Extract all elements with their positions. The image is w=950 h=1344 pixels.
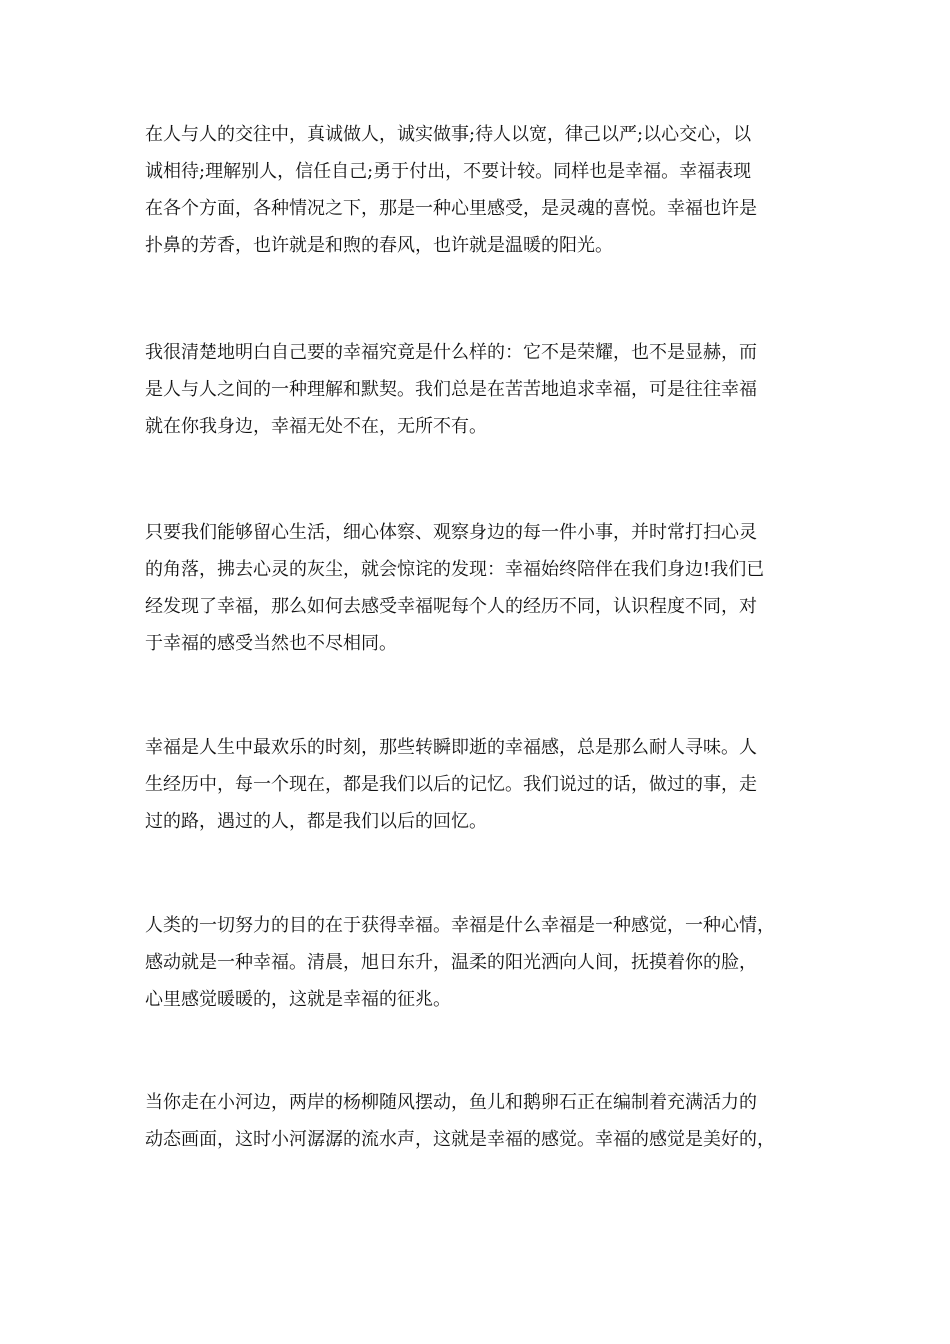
text-line: 生经历中，每一个现在，都是我们以后的记忆。我们说过的话，做过的事，走 <box>145 774 757 795</box>
paragraph-1 <box>145 116 835 264</box>
paragraph-6 <box>145 1084 835 1158</box>
paragraph-5 <box>145 907 835 1018</box>
text-line: 就在你我身边，幸福无处不在，无所不有。 <box>145 416 487 437</box>
text-line: 我很清楚地明白自己要的幸福究竟是什么样的：它不是荣耀，也不是显赫，而 <box>145 342 757 363</box>
text-line: 动态画面，这时小河潺潺的流水声，这就是幸福的感觉。幸福的感觉是美好的， <box>145 1129 775 1150</box>
text-line: 在各个方面，各种情况之下，那是一种心里感受，是灵魂的喜悦。幸福也许是 <box>145 198 757 219</box>
text-line: 扑鼻的芳香，也许就是和煦的春风，也许就是温暖的阳光。 <box>145 235 613 256</box>
text-line: 当你走在小河边，两岸的杨柳随风摆动，鱼儿和鹅卵石正在编制着充满活力的 <box>145 1092 757 1113</box>
text-line: 在人与人的交往中，真诚做人，诚实做事;待人以宽，律己以严;以心交心，以 <box>145 124 752 145</box>
text-line: 是人与人之间的一种理解和默契。我们总是在苦苦地追求幸福，可是往往幸福 <box>145 379 757 400</box>
text-line: 的角落，拂去心灵的灰尘，就会惊诧的发现：幸福始终陪伴在我们身边!我们已 <box>145 559 765 580</box>
text-line: 心里感觉暖暖的，这就是幸福的征兆。 <box>145 989 451 1010</box>
text-line: 诚相待;理解别人，信任自己;勇于付出，不要计较。同样也是幸福。幸福表现 <box>145 161 752 182</box>
paragraph-3 <box>145 514 835 662</box>
text-line: 于幸福的感受当然也不尽相同。 <box>145 633 397 654</box>
text-line: 人类的一切努力的目的在于获得幸福。幸福是什么幸福是一种感觉，一种心情， <box>145 915 775 936</box>
text-line: 经发现了幸福，那么如何去感受幸福呢每个人的经历不同，认识程度不同，对 <box>145 596 757 617</box>
text-line: 过的路，遇过的人，都是我们以后的回忆。 <box>145 811 487 832</box>
paragraph-2 <box>145 334 835 445</box>
text-line: 只要我们能够留心生活，细心体察、观察身边的每一件小事，并时常打扫心灵 <box>145 522 757 543</box>
text-line: 感动就是一种幸福。清晨，旭日东升，温柔的阳光洒向人间，抚摸着你的脸， <box>145 952 757 973</box>
text-line: 幸福是人生中最欢乐的时刻，那些转瞬即逝的幸福感，总是那么耐人寻味。人 <box>145 737 757 758</box>
paragraph-4 <box>145 729 835 840</box>
